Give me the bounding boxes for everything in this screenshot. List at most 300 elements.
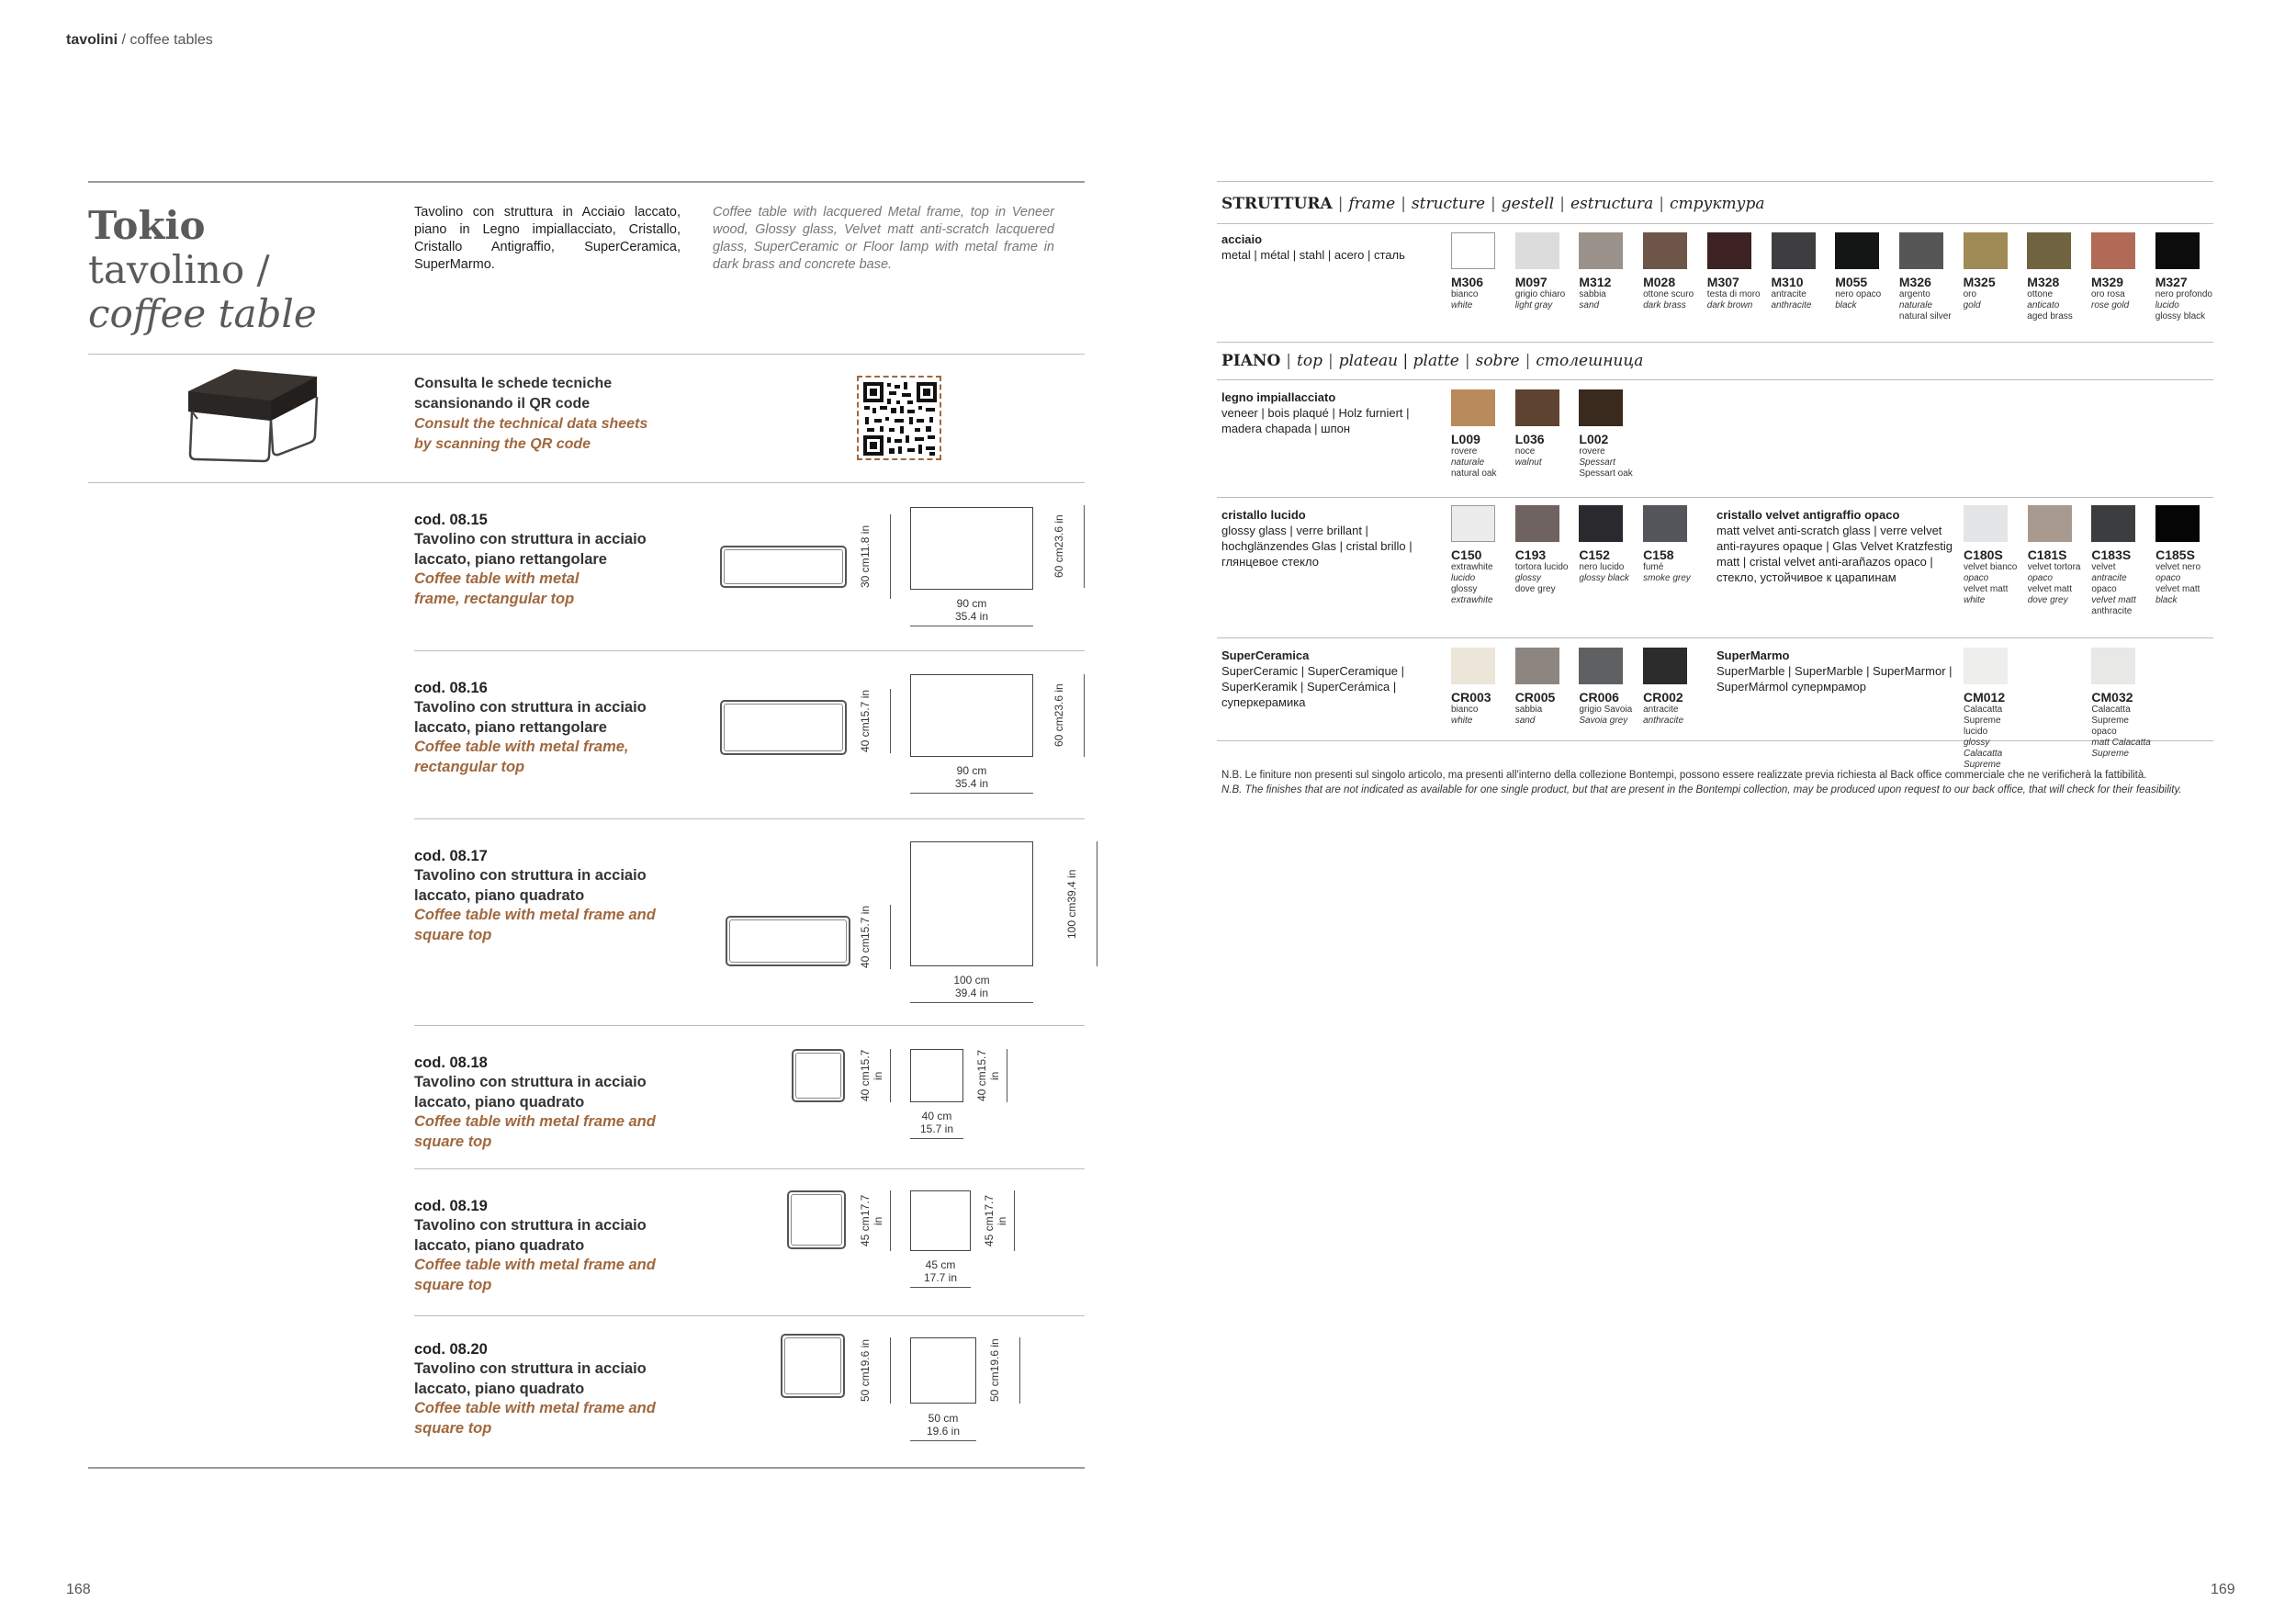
qr-text-it-1: Consulta le schede tecniche bbox=[414, 376, 613, 391]
finish-desc: anthracite bbox=[2091, 606, 2133, 616]
finish-label bbox=[1515, 432, 1576, 468]
depth-cm: 100 cm bbox=[1065, 902, 1078, 939]
finish-code: L002 bbox=[1579, 432, 1609, 446]
depth-cm: 40 cm bbox=[975, 1071, 988, 1102]
finish-code: CR006 bbox=[1579, 690, 1619, 705]
finish-swatch[interactable] bbox=[1579, 505, 1623, 542]
glass-group-label bbox=[1221, 507, 1412, 570]
finish-desc: glossy black bbox=[2155, 311, 2206, 321]
finish-code: M097 bbox=[1514, 275, 1548, 289]
width-in: 17.7 in bbox=[923, 1271, 958, 1284]
divider bbox=[1217, 740, 2213, 741]
finish-code: C185S bbox=[2155, 547, 2195, 562]
finish-desc: Savoia grey bbox=[1579, 716, 1628, 726]
divider bbox=[414, 818, 1085, 819]
finish-label bbox=[1643, 690, 1704, 727]
divider bbox=[1217, 342, 2213, 343]
width-dimension bbox=[892, 764, 1052, 790]
breadcrumb-category[interactable]: tavolini bbox=[66, 32, 118, 48]
finish-label bbox=[1451, 690, 1512, 727]
group-subtitle: anti-rayures opaque | Glas Velvet Kratzfestig bbox=[1716, 539, 1953, 553]
finish-code: CM032 bbox=[2091, 690, 2133, 705]
finish-swatch[interactable] bbox=[1964, 232, 2008, 269]
divider bbox=[1217, 637, 2213, 638]
finish-desc: velvet bianco bbox=[1964, 562, 2018, 572]
finish-desc: argento bbox=[1898, 289, 1930, 299]
divider bbox=[1217, 223, 2213, 224]
top-header: PIANO | top | plateau | platte | sobre | столешница bbox=[1221, 352, 1644, 370]
finish-swatch[interactable] bbox=[1451, 232, 1495, 269]
finish-code: M310 bbox=[1771, 275, 1804, 289]
dimension-line bbox=[890, 514, 891, 599]
side-view-drawing bbox=[781, 1334, 845, 1398]
finish-desc: naturale bbox=[1451, 457, 1485, 468]
finish-swatch[interactable] bbox=[1515, 505, 1559, 542]
depth-dimension bbox=[1065, 841, 1095, 966]
finish-label bbox=[1515, 690, 1576, 727]
depth-dimension bbox=[1052, 674, 1082, 757]
description-it: laccato, piano rettangolare bbox=[414, 718, 607, 736]
page-number-right: 169 bbox=[2211, 1582, 2235, 1597]
side-view-drawing bbox=[792, 1049, 845, 1102]
depth-dimension bbox=[988, 1337, 1018, 1404]
description-en: Coffee table with metal frame and bbox=[414, 1400, 656, 1416]
height-cm: 40 cm bbox=[859, 938, 872, 969]
description-it: laccato, piano rettangolare bbox=[414, 550, 607, 568]
dimension-line bbox=[890, 1337, 891, 1404]
depth-cm: 45 cm bbox=[983, 1216, 996, 1247]
finish-code: CR003 bbox=[1451, 690, 1491, 705]
depth-cm: 60 cm bbox=[1052, 547, 1065, 579]
dimension-line bbox=[910, 1002, 1033, 1003]
finish-desc: opaco bbox=[2091, 584, 2117, 594]
dimension-line bbox=[890, 905, 891, 969]
finish-desc: antracite bbox=[1643, 705, 1679, 715]
width-cm: 90 cm bbox=[956, 764, 987, 777]
qr-code[interactable] bbox=[857, 376, 941, 460]
group-title: legno impiallacciato bbox=[1221, 390, 1336, 404]
ceramic-group-label bbox=[1221, 648, 1404, 710]
width-dimension bbox=[892, 1110, 982, 1135]
width-dimension bbox=[892, 1412, 995, 1438]
finish-code: C180S bbox=[1964, 547, 2003, 562]
finish-desc: naturale bbox=[1898, 300, 1933, 310]
finishes-note bbox=[1221, 768, 2182, 797]
finish-label bbox=[1707, 275, 1768, 311]
finish-desc: grigio chiaro bbox=[1514, 289, 1566, 299]
width-dimension bbox=[892, 974, 1052, 999]
description-it: Tavolino con struttura in acciaio bbox=[414, 867, 647, 884]
group-subtitle: matt | cristal velvet anti-arañazos opaco | bbox=[1716, 555, 1933, 569]
finish-desc: opaco bbox=[2155, 573, 2181, 583]
finish-label bbox=[1899, 275, 1960, 322]
finish-label bbox=[1835, 275, 1896, 311]
finish-label bbox=[1451, 547, 1512, 606]
group-title: cristallo lucido bbox=[1221, 508, 1306, 522]
dimension-line bbox=[910, 793, 1033, 794]
group-subtitle: SuperCeramic | SuperCeramique | bbox=[1221, 664, 1404, 678]
finish-swatch[interactable] bbox=[1964, 648, 2008, 684]
product-code: cod. 08.17 bbox=[414, 848, 488, 864]
finish-code: C193 bbox=[1514, 547, 1547, 562]
finish-code: C158 bbox=[1643, 547, 1674, 562]
finish-desc: sabbia bbox=[1579, 289, 1606, 299]
finish-desc: Calacatta Supreme opaco bbox=[2091, 705, 2131, 737]
product-row bbox=[414, 1053, 690, 1152]
finish-swatch[interactable] bbox=[1643, 505, 1687, 542]
finish-desc: tortora lucido bbox=[1514, 562, 1569, 572]
finish-desc: anthracite bbox=[1643, 716, 1684, 726]
description-italian: Tavolino con struttura in Acciaio laccato, piano in Legno impiallacciato, Cristallo, Cristallo Antigraffio, SuperCeramica, SuperMarmo. bbox=[414, 205, 681, 272]
product-code: cod. 08.16 bbox=[414, 680, 488, 696]
finish-desc: oro rosa bbox=[2091, 289, 2125, 299]
structure-label: estructura bbox=[1570, 195, 1654, 213]
finish-code: M325 bbox=[1963, 275, 1996, 289]
finish-desc: walnut bbox=[1514, 457, 1542, 468]
dimension-line bbox=[890, 1190, 891, 1251]
qr-instructions bbox=[414, 374, 690, 455]
finish-desc: lucido bbox=[1451, 573, 1476, 583]
product-image bbox=[179, 366, 326, 467]
finish-desc: dark brass bbox=[1643, 300, 1686, 310]
finish-desc: extrawhite bbox=[1451, 595, 1493, 605]
description-it: Tavolino con struttura in acciaio bbox=[414, 531, 647, 547]
description-en: square top bbox=[414, 1419, 492, 1437]
finish-desc: dove grey bbox=[1514, 584, 1556, 594]
finish-swatch[interactable] bbox=[2155, 505, 2200, 542]
finish-code: CR005 bbox=[1514, 690, 1556, 705]
finish-swatch[interactable] bbox=[1835, 232, 1879, 269]
group-title: acciaio bbox=[1221, 232, 1263, 246]
group-subtitle: hochglänzendes Glas | cristal brillo | bbox=[1221, 539, 1412, 553]
description-en: Coffee table with metal frame and bbox=[414, 1257, 656, 1273]
finish-swatch[interactable] bbox=[2028, 505, 2072, 542]
description-en: square top bbox=[414, 1133, 492, 1150]
description-en: Coffee table with metal frame and bbox=[414, 1113, 656, 1130]
finish-swatch[interactable] bbox=[1964, 505, 2008, 542]
finish-swatch[interactable] bbox=[2091, 648, 2135, 684]
depth-in: 19.6 in bbox=[988, 1338, 1001, 1372]
finish-desc: ottone scuro bbox=[1643, 289, 1694, 299]
finish-desc: opaco bbox=[1964, 573, 1989, 583]
depth-cm: 60 cm bbox=[1052, 716, 1065, 748]
finish-label bbox=[1643, 275, 1704, 311]
depth-dimension bbox=[975, 1049, 1005, 1102]
finish-swatch[interactable] bbox=[2091, 232, 2135, 269]
finish-desc: Spessart oak bbox=[1579, 468, 1633, 479]
width-in: 15.7 in bbox=[919, 1122, 954, 1135]
finish-desc: velvet matt bbox=[2091, 595, 2136, 605]
finish-code: C181S bbox=[2027, 547, 2067, 562]
depth-in: 15.7 in bbox=[975, 1049, 1001, 1080]
finish-code: M312 bbox=[1579, 275, 1612, 289]
finish-desc: light gray bbox=[1514, 300, 1553, 310]
finish-desc: grigio Savoia bbox=[1579, 705, 1633, 715]
finish-label bbox=[2091, 275, 2152, 311]
divider bbox=[1217, 379, 2213, 380]
depth-in: 23.6 in bbox=[1052, 514, 1065, 548]
finish-swatch[interactable] bbox=[1451, 648, 1495, 684]
product-row bbox=[414, 510, 690, 609]
finish-swatch[interactable] bbox=[1579, 648, 1623, 684]
description-en: square top bbox=[414, 1276, 492, 1293]
group-subtitle: SuperMarble | SuperMarble | SuperMarmor | bbox=[1716, 664, 1953, 678]
description-en: rectangular top bbox=[414, 758, 525, 775]
finish-desc: black bbox=[2155, 595, 2178, 605]
finish-swatch[interactable] bbox=[1515, 389, 1559, 426]
top-label: sobre bbox=[1475, 352, 1520, 370]
finish-desc: velvet matt bbox=[1964, 584, 2009, 594]
finish-desc: oro bbox=[1963, 289, 1977, 299]
finish-desc: ottone bbox=[2027, 289, 2054, 299]
finish-swatch[interactable] bbox=[1451, 389, 1495, 426]
finish-swatch[interactable] bbox=[1579, 389, 1623, 426]
top-label: plateau | platte bbox=[1338, 352, 1459, 370]
finish-code: M055 bbox=[1835, 275, 1868, 289]
finish-desc: anticato bbox=[2027, 300, 2060, 310]
divider bbox=[88, 1467, 1085, 1469]
title-type-en: coffee table bbox=[88, 291, 317, 336]
finish-desc: smoke grey bbox=[1643, 573, 1691, 583]
finish-swatch[interactable] bbox=[2155, 232, 2200, 269]
finish-desc: natural oak bbox=[1451, 468, 1497, 479]
width-in: 35.4 in bbox=[954, 777, 989, 790]
width-cm: 40 cm bbox=[921, 1110, 952, 1122]
product-row bbox=[414, 1196, 690, 1295]
finish-desc: lucido bbox=[2155, 300, 2179, 310]
qr-pattern bbox=[861, 380, 939, 457]
finish-swatch[interactable] bbox=[1451, 505, 1495, 542]
top-label: столешница bbox=[1536, 352, 1644, 370]
divider bbox=[88, 354, 1085, 355]
structure-header: STRUTTURA | frame | structure | gestell | estructura | структура bbox=[1221, 195, 1765, 213]
product-row bbox=[414, 678, 690, 777]
finish-desc: glossy bbox=[1451, 584, 1478, 594]
steel-group-label bbox=[1221, 231, 1405, 263]
finish-label bbox=[2155, 547, 2216, 606]
divider bbox=[414, 1168, 1085, 1169]
group-subtitle: суперкерамика bbox=[1221, 695, 1306, 709]
top-view-drawing bbox=[910, 507, 1033, 590]
finish-desc: extrawhite bbox=[1451, 562, 1493, 572]
finish-swatch[interactable] bbox=[2091, 505, 2135, 542]
finish-code: L036 bbox=[1514, 432, 1545, 446]
finish-label bbox=[1579, 547, 1639, 584]
description-english: Coffee table with lacquered Metal frame, top in Veneer wood, Glossy glass, Velvet matt anti-scratch lacquered glass, SuperCeramic or Floor lamp with metal frame in dark brass and concrete base. bbox=[713, 205, 1054, 272]
finish-desc: matt Calacatta Supreme bbox=[2091, 738, 2151, 759]
height-cm: 50 cm bbox=[859, 1371, 872, 1403]
finish-desc: noce bbox=[1514, 446, 1536, 457]
width-cm: 90 cm bbox=[956, 597, 987, 610]
top-view-drawing bbox=[910, 1337, 976, 1404]
depth-in: 39.4 in bbox=[1065, 869, 1078, 903]
finish-desc: dark brown bbox=[1706, 300, 1753, 310]
finish-desc: white bbox=[1964, 595, 1986, 605]
finish-desc: antracite bbox=[2091, 573, 2127, 583]
height-dimension bbox=[859, 689, 888, 753]
finish-label bbox=[2091, 690, 2152, 760]
width-cm: 100 cm bbox=[953, 974, 990, 987]
width-in: 19.6 in bbox=[926, 1425, 961, 1438]
finish-label bbox=[1515, 547, 1576, 595]
finish-swatch[interactable] bbox=[1707, 232, 1751, 269]
dimension-line bbox=[1014, 1190, 1015, 1251]
group-title: SuperMarmo bbox=[1716, 648, 1790, 662]
finish-desc: black bbox=[1835, 300, 1857, 310]
group-title: cristallo velvet antigraffio opaco bbox=[1716, 508, 1900, 522]
depth-in: 23.6 in bbox=[1052, 683, 1065, 717]
product-code: cod. 08.18 bbox=[414, 1054, 488, 1071]
top-label: top bbox=[1297, 352, 1322, 370]
side-view-drawing bbox=[787, 1190, 846, 1249]
finish-desc: white bbox=[1451, 716, 1473, 726]
group-subtitle: veneer | bois plaqué | Holz furniert | bbox=[1221, 406, 1410, 420]
group-subtitle: madera chapada | шпон bbox=[1221, 422, 1351, 435]
finish-desc: glossy bbox=[1514, 573, 1542, 583]
height-cm: 45 cm bbox=[859, 1216, 872, 1247]
finish-code: CM012 bbox=[1964, 690, 2006, 705]
finish-label bbox=[1964, 690, 2024, 771]
finish-desc: glossy Calacatta Supreme bbox=[1964, 738, 2003, 770]
finish-desc: antracite bbox=[1771, 289, 1806, 299]
height-dimension bbox=[859, 514, 888, 599]
finish-label bbox=[1515, 275, 1576, 311]
finish-swatch[interactable] bbox=[1515, 648, 1559, 684]
divider bbox=[1217, 181, 2213, 182]
finish-code: M329 bbox=[2091, 275, 2124, 289]
group-subtitle: SuperMármol супермрамор bbox=[1716, 680, 1866, 694]
finish-desc: fumé bbox=[1643, 562, 1664, 572]
description-en: Coffee table with metal bbox=[414, 570, 580, 587]
finish-code: M328 bbox=[2027, 275, 2060, 289]
divider bbox=[414, 1025, 1085, 1026]
finish-swatch[interactable] bbox=[1772, 232, 1816, 269]
height-in: 19.6 in bbox=[859, 1338, 872, 1372]
finish-label bbox=[1964, 275, 2024, 311]
divider bbox=[414, 1315, 1085, 1316]
finish-label bbox=[1579, 690, 1639, 727]
height-dimension bbox=[859, 1049, 888, 1102]
finish-swatch[interactable] bbox=[2027, 232, 2071, 269]
dimension-line bbox=[910, 1138, 963, 1139]
finish-label bbox=[2155, 275, 2216, 322]
title-type-it: tavolino / bbox=[88, 247, 270, 292]
dimension-line bbox=[910, 1440, 976, 1441]
dimension-line bbox=[1019, 1337, 1020, 1404]
height-cm: 40 cm bbox=[859, 1071, 872, 1102]
divider bbox=[1217, 497, 2213, 498]
height-cm: 40 cm bbox=[859, 722, 872, 753]
width-in: 39.4 in bbox=[954, 987, 989, 999]
structure-title: STRUTTURA bbox=[1221, 195, 1333, 213]
veneer-group-label bbox=[1221, 389, 1410, 436]
finish-code: CR002 bbox=[1643, 690, 1683, 705]
finish-desc: nero lucido bbox=[1579, 562, 1625, 572]
top-view-drawing bbox=[910, 674, 1033, 757]
height-cm: 30 cm bbox=[859, 558, 872, 588]
height-in: 15.7 in bbox=[859, 1049, 884, 1080]
side-view-drawing bbox=[726, 916, 850, 966]
finish-desc: gold bbox=[1963, 300, 1981, 310]
finish-code: M306 bbox=[1451, 275, 1484, 289]
product-title bbox=[88, 204, 317, 336]
description-it: laccato, piano quadrato bbox=[414, 1380, 585, 1397]
top-title: PIANO bbox=[1221, 352, 1281, 370]
finish-swatch[interactable] bbox=[1643, 648, 1687, 684]
depth-dimension bbox=[983, 1190, 1012, 1251]
finish-label bbox=[2028, 547, 2088, 606]
depth-dimension bbox=[1052, 505, 1082, 588]
structure-label: structure bbox=[1411, 195, 1486, 213]
side-view-drawing bbox=[720, 546, 847, 588]
finish-desc: velvet matt bbox=[2155, 584, 2200, 594]
finish-desc: sabbia bbox=[1514, 705, 1543, 715]
description-it: Tavolino con struttura in acciaio bbox=[414, 1217, 647, 1234]
top-view-drawing bbox=[910, 1190, 971, 1251]
finish-desc: bianco bbox=[1451, 289, 1479, 299]
finish-desc: Calacatta Supreme lucido bbox=[1964, 705, 2003, 737]
finish-desc: glossy black bbox=[1579, 573, 1629, 583]
description-en: frame, rectangular top bbox=[414, 590, 575, 607]
finish-desc: anthracite bbox=[1771, 300, 1812, 310]
depth-in: 17.7 in bbox=[983, 1194, 1008, 1225]
finish-code: M326 bbox=[1898, 275, 1931, 289]
title-name: Tokio bbox=[88, 203, 206, 248]
finish-label bbox=[1579, 432, 1639, 479]
description-it: Tavolino con struttura in acciaio bbox=[414, 1074, 647, 1090]
finish-desc: velvet bbox=[2091, 562, 2116, 572]
width-cm: 50 cm bbox=[928, 1412, 959, 1425]
group-subtitle: matt velvet anti-scratch glass | verre velvet bbox=[1716, 524, 1942, 537]
finish-swatch[interactable] bbox=[1515, 232, 1559, 269]
finish-label bbox=[1772, 275, 1832, 311]
qr-text-it-2: scansionando il QR code bbox=[414, 396, 591, 412]
description-it: laccato, piano quadrato bbox=[414, 1093, 585, 1111]
structure-label: структура bbox=[1669, 195, 1765, 213]
finish-desc: opaco bbox=[2027, 573, 2053, 583]
finish-swatch[interactable] bbox=[1579, 232, 1623, 269]
description-en: square top bbox=[414, 926, 492, 943]
height-dimension bbox=[859, 1337, 888, 1404]
velvet-group-label bbox=[1716, 507, 1953, 585]
finish-label bbox=[1451, 275, 1512, 311]
breadcrumb bbox=[66, 32, 213, 49]
finish-label bbox=[1579, 275, 1639, 311]
finish-desc: aged brass bbox=[2027, 311, 2073, 321]
finish-desc: sand bbox=[1579, 300, 1600, 310]
qr-text-en-2: by scanning the QR code bbox=[414, 436, 591, 452]
finish-desc: rovere bbox=[1451, 446, 1478, 457]
group-subtitle: SuperKeramik | SuperCerámica | bbox=[1221, 680, 1397, 694]
finish-desc: rovere bbox=[1579, 446, 1605, 457]
height-in: 15.7 in bbox=[859, 689, 872, 723]
finish-code: L009 bbox=[1451, 432, 1480, 446]
finish-desc: velvet tortora bbox=[2027, 562, 2081, 572]
note-english: N.B. The finishes that are not indicated as available for one single product, but that are present in the Bontempi collection, may be produced upon request to our back office, that will check for their feasibility. bbox=[1221, 784, 2182, 795]
finish-swatch[interactable] bbox=[1899, 232, 1943, 269]
marble-group-label bbox=[1716, 648, 1953, 694]
group-subtitle: metal | métal | stahl | acero | сталь bbox=[1221, 248, 1405, 262]
finish-desc: bianco bbox=[1451, 705, 1479, 715]
finish-desc: testa di moro bbox=[1706, 289, 1761, 299]
description-en: Coffee table with metal frame, bbox=[414, 739, 629, 755]
dimension-line bbox=[890, 1049, 891, 1102]
product-code: cod. 08.19 bbox=[414, 1198, 488, 1214]
group-subtitle: глянцевое стекло bbox=[1221, 555, 1319, 569]
divider bbox=[88, 181, 1085, 183]
finish-swatch[interactable] bbox=[1643, 232, 1687, 269]
breadcrumb-subcategory: / coffee tables bbox=[118, 32, 213, 48]
